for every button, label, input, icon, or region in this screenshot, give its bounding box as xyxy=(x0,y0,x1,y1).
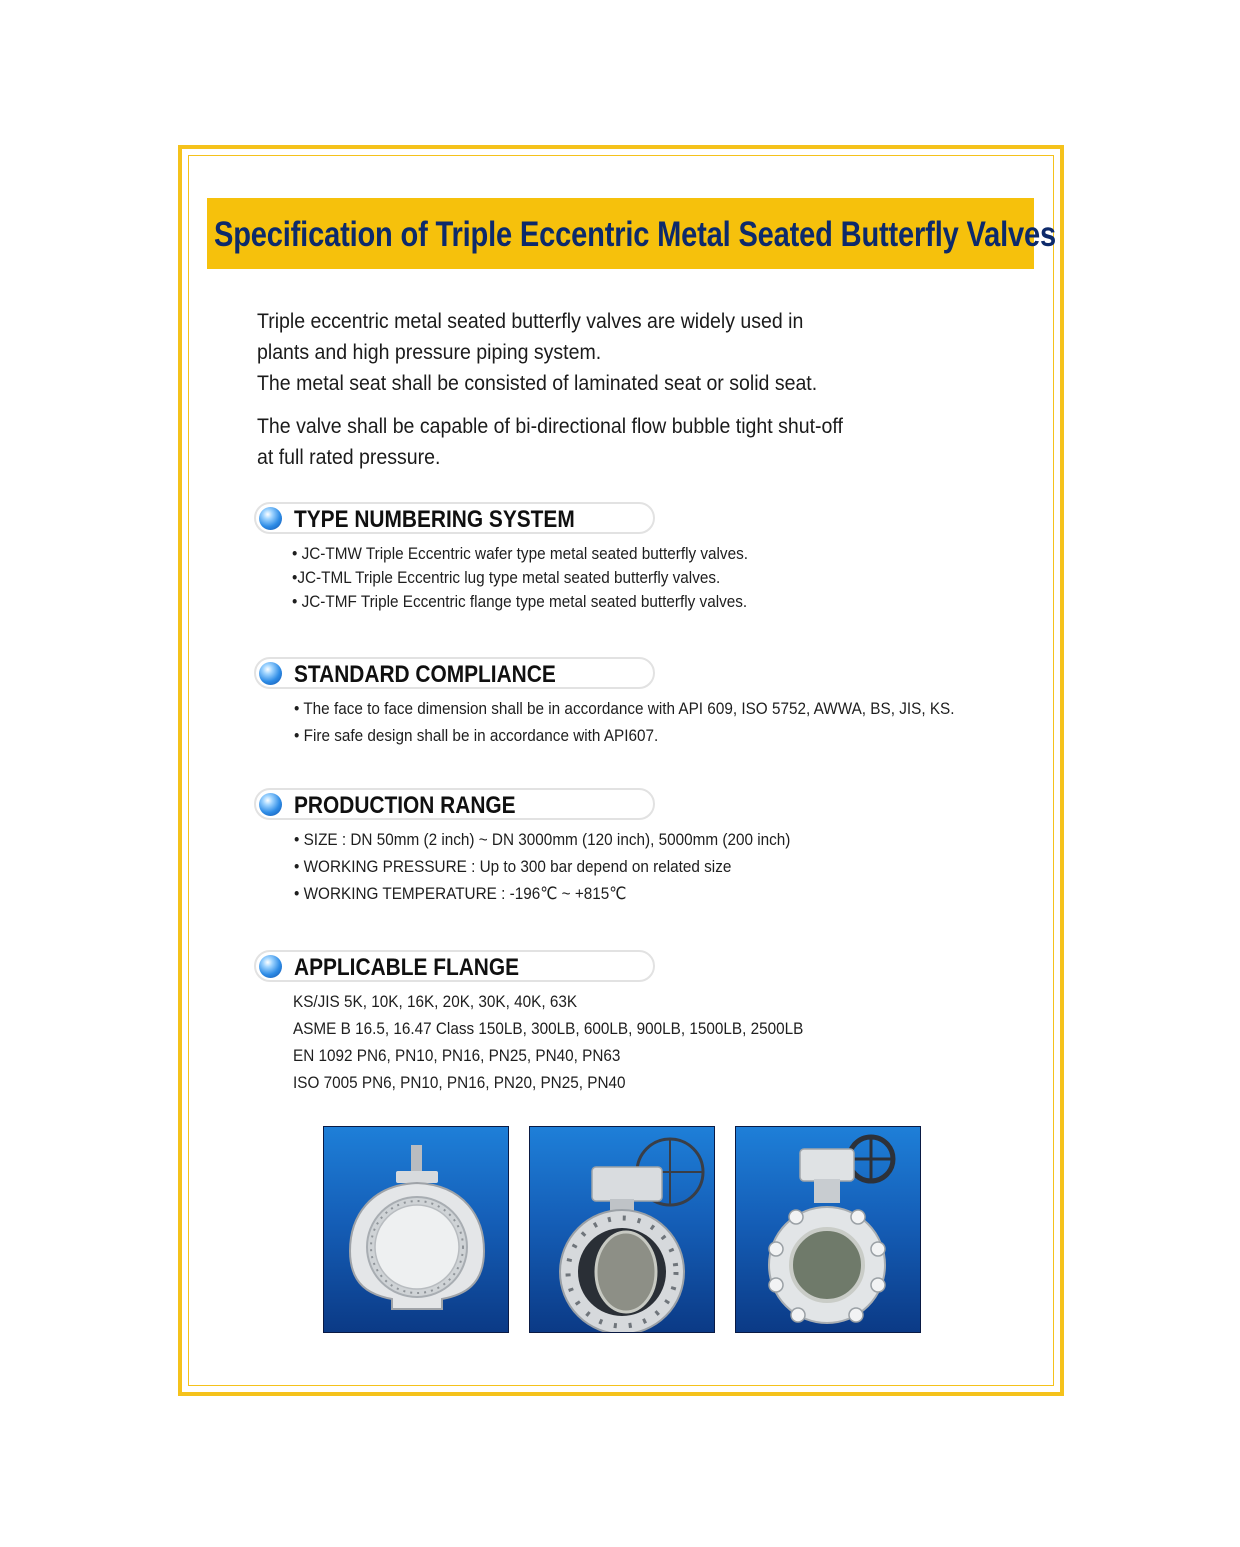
section-header-type-numbering xyxy=(254,502,655,534)
flange-valve-icon xyxy=(530,1127,715,1333)
list-item: EN 1092 PN6, PN10, PN16, PN25, PN40, PN63 xyxy=(293,1046,621,1065)
list-item: • The face to face dimension shall be in accordance with API 609, ISO 5752, AWWA, BS, JIS, KS. xyxy=(294,699,955,718)
section-header-standard-compliance xyxy=(254,657,655,689)
list-item: • WORKING PRESSURE : Up to 300 bar depend on related size xyxy=(294,857,732,876)
page-title: Specification of Triple Eccentric Metal Seated Butterfly Valves xyxy=(214,215,1056,254)
lug-valve-photo xyxy=(735,1126,921,1333)
section-heading: STANDARD COMPLIANCE xyxy=(294,661,556,688)
section-heading: TYPE NUMBERING SYSTEM xyxy=(294,506,575,533)
section-heading: APPLICABLE FLANGE xyxy=(294,954,520,981)
intro-line: Triple eccentric metal seated butterfly valves are widely used in xyxy=(257,310,804,333)
list-item: • SIZE : DN 50mm (2 inch) ~ DN 3000mm (120 inch), 5000mm (200 inch) xyxy=(294,830,791,849)
intro-paragraph-2 xyxy=(257,411,927,473)
intro-line: The metal seat shall be consisted of laminated seat or solid seat. xyxy=(257,372,818,395)
wafer-valve-icon xyxy=(324,1127,509,1333)
intro-paragraph-1 xyxy=(257,306,927,399)
section-header-production-range xyxy=(254,788,655,820)
blue-ball-icon xyxy=(259,793,282,816)
flange-valve-photo xyxy=(529,1126,715,1333)
production-range-list xyxy=(294,826,790,907)
intro-line: plants and high pressure piping system. xyxy=(257,341,602,364)
standard-compliance-list xyxy=(294,695,954,749)
blue-ball-icon xyxy=(259,955,282,978)
list-item: ASME B 16.5, 16.47 Class 150LB, 300LB, 600LB, 900LB, 1500LB, 2500LB xyxy=(293,1019,804,1038)
type-numbering-list xyxy=(292,542,748,614)
section-header-applicable-flange xyxy=(254,950,655,982)
applicable-flange-list xyxy=(293,988,803,1096)
list-item: KS/JIS 5K, 10K, 16K, 20K, 30K, 40K, 63K xyxy=(293,992,578,1011)
blue-ball-icon xyxy=(259,507,282,530)
intro-line: The valve shall be capable of bi-directional flow bubble tight shut-off xyxy=(257,415,843,438)
blue-ball-icon xyxy=(259,662,282,685)
list-item: • JC-TMW Triple Eccentric wafer type metal seated butterfly valves. xyxy=(292,544,749,563)
list-item: ISO 7005 PN6, PN10, PN16, PN20, PN25, PN40 xyxy=(293,1073,626,1092)
list-item: • Fire safe design shall be in accordance with API607. xyxy=(294,726,659,745)
lug-valve-icon xyxy=(736,1127,921,1333)
section-heading: PRODUCTION RANGE xyxy=(294,792,516,819)
list-item: • WORKING TEMPERATURE : -196℃ ~ +815℃ xyxy=(294,884,627,903)
list-item: •JC-TML Triple Eccentric lug type metal seated butterfly valves. xyxy=(292,568,721,587)
wafer-valve-photo xyxy=(323,1126,509,1333)
list-item: • JC-TMF Triple Eccentric flange type metal seated butterfly valves. xyxy=(292,592,748,611)
intro-line: at full rated pressure. xyxy=(257,446,441,469)
